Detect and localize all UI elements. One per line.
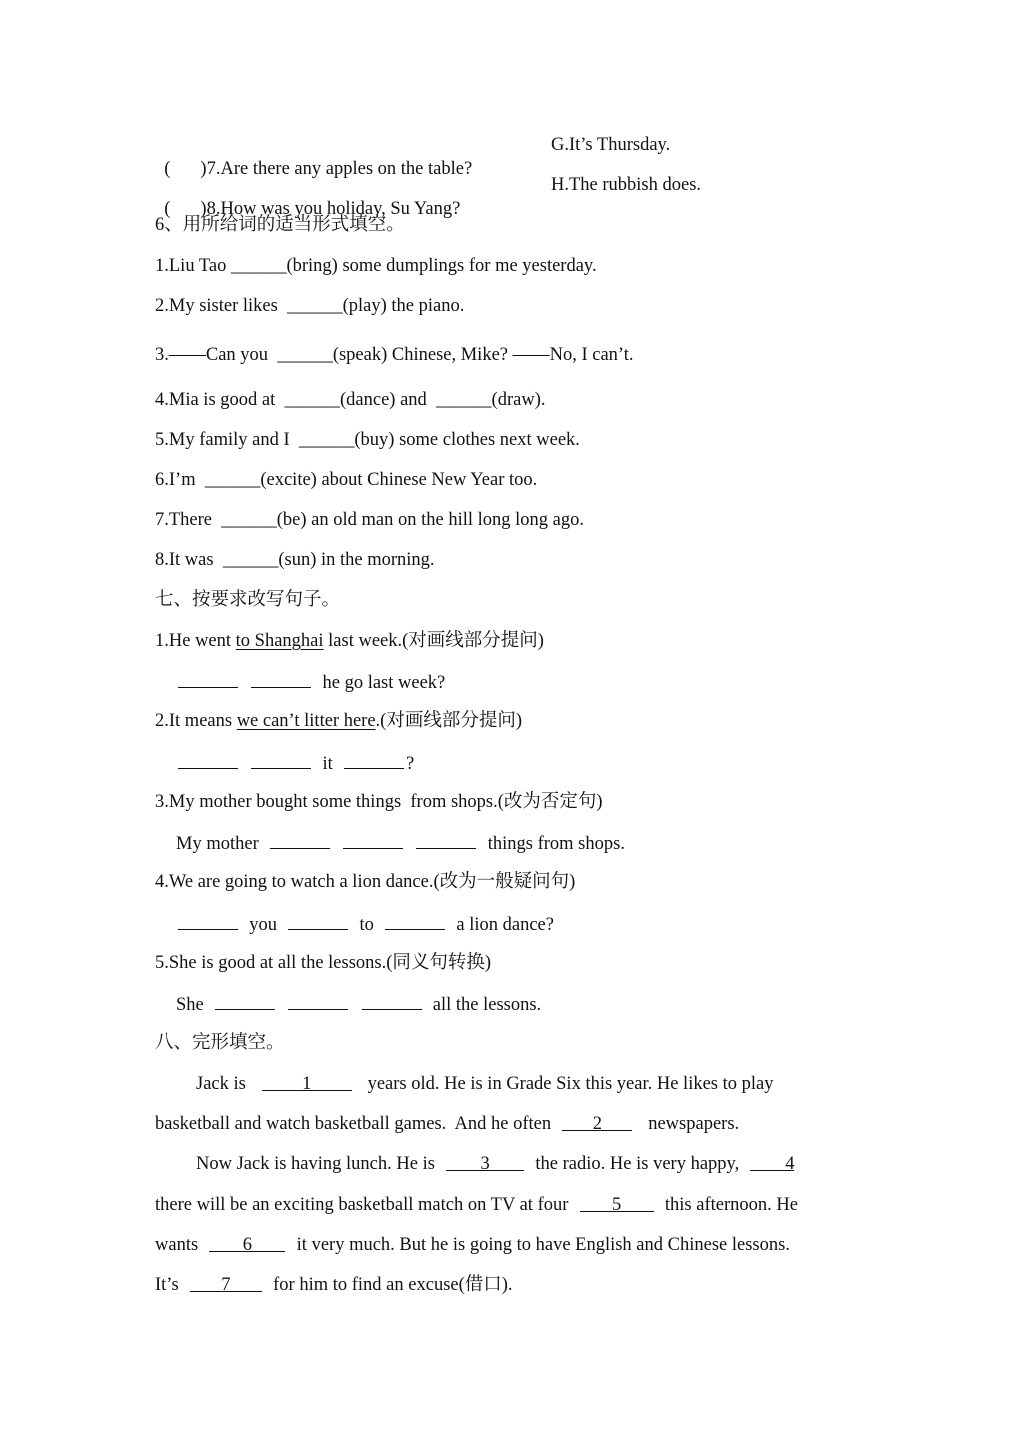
answer-blank[interactable]: ______ <box>287 296 343 316</box>
section6-title: 6、用所给词的适当形式填空。 <box>155 215 405 235</box>
answer-blank[interactable] <box>270 830 330 849</box>
answer-blank[interactable] <box>178 669 238 688</box>
s7-q2 <box>155 709 522 733</box>
question-text: .(对画线部分提问) <box>375 711 522 731</box>
answer-blank[interactable]: ______ <box>284 390 340 410</box>
passage-text: years old. He is in Grade Six this year. He likes to play <box>367 1074 774 1094</box>
s6-item-2 <box>155 294 464 318</box>
answer-text: a lion dance? <box>456 915 554 935</box>
s7-q4: 4.We are going to watch a lion dance.(改为一般疑问句) <box>155 872 576 892</box>
underlined-phrase: to Shanghai <box>235 631 324 651</box>
question-text: 1.He went <box>155 631 236 651</box>
item-text: (excite) about Chinese New Year too. <box>260 470 538 490</box>
item-text: 5.My family and I <box>155 430 290 450</box>
passage-text: for him to find an excuse(借口). <box>273 1275 513 1295</box>
answer-blank[interactable] <box>362 991 422 1010</box>
answer-blank[interactable] <box>178 911 238 930</box>
question-text: 8.How was you holiday, Su Yang? <box>206 199 461 219</box>
item-text: (dance) and <box>340 390 427 410</box>
answer-text: things from shops. <box>487 834 625 854</box>
paren-close: ) <box>200 199 207 219</box>
cloze-blank-3[interactable]: 3 <box>446 1152 524 1171</box>
s7-q5: 5.She is good at all the lessons.(同义句转换) <box>155 953 492 973</box>
question-text: last week.(对画线部分提问) <box>323 631 544 651</box>
item-text: (draw). <box>491 390 546 410</box>
answer-blank[interactable] <box>178 750 238 769</box>
answer-blank[interactable] <box>343 830 403 849</box>
answer-text: all the lessons. <box>432 995 542 1015</box>
section8-title: 八、完形填空。 <box>155 1033 285 1053</box>
item-text: 3.——Can you <box>155 345 269 365</box>
cloze-blank-5[interactable]: 5 <box>580 1193 654 1212</box>
answer-blank[interactable] <box>344 750 404 769</box>
item-text: 2.My sister likes <box>155 296 278 316</box>
answer-blank[interactable]: ______ <box>221 510 277 530</box>
answer-blank[interactable] <box>416 830 476 849</box>
s6-item-7 <box>155 508 584 532</box>
answer-blank[interactable]: ______ <box>230 256 287 276</box>
s6-item-5 <box>155 428 580 452</box>
answer-text: ? <box>406 754 415 774</box>
passage-text: Jack is <box>196 1074 246 1094</box>
s6-item-6 <box>155 468 537 492</box>
answer-blank[interactable] <box>288 911 348 930</box>
answer-text: it <box>322 754 333 774</box>
passage-text: the radio. He is very happy, <box>535 1154 740 1174</box>
item-text: (be) an old man on the hill long long ago. <box>276 510 585 530</box>
answer-blank[interactable]: ______ <box>222 550 279 570</box>
cloze-line-5 <box>155 1233 790 1257</box>
item-text: 7.There <box>155 510 213 530</box>
item-text: 4.Mia is good at <box>155 390 276 410</box>
s7-a2 <box>176 750 414 776</box>
answer-option-g: G.It’s Thursday. <box>551 135 671 155</box>
cloze-line-2 <box>155 1112 739 1136</box>
cloze-line-3 <box>196 1152 796 1176</box>
s6-item-3 <box>155 343 634 367</box>
s6-item-8 <box>155 548 435 572</box>
cloze-line-6 <box>155 1273 513 1297</box>
answer-blank[interactable] <box>385 911 445 930</box>
answer-text: he go last week? <box>322 673 446 693</box>
cloze-blank-4[interactable]: 4 <box>750 1152 794 1171</box>
s7-a1 <box>176 669 445 695</box>
item-text: (play) the piano. <box>342 296 465 316</box>
item-text: (buy) some clothes next week. <box>354 430 580 450</box>
s7-a4 <box>176 911 554 937</box>
passage-text: newspapers. <box>648 1114 740 1134</box>
answer-text: to <box>359 915 374 935</box>
item-text: 6.I’m <box>155 470 196 490</box>
s6-item-4 <box>155 388 545 412</box>
item-text: (bring) some dumplings for me yesterday. <box>286 256 597 276</box>
answer-blank[interactable] <box>251 669 311 688</box>
answer-blank[interactable]: ______ <box>204 470 261 490</box>
cloze-blank-7[interactable]: 7 <box>190 1273 262 1292</box>
paren-open: ( <box>164 159 171 179</box>
s6-item-1 <box>155 254 597 278</box>
s7-q1 <box>155 629 544 653</box>
item-text: 8.It was <box>155 550 214 570</box>
item-text: (sun) in the morning. <box>278 550 435 570</box>
answer-blank[interactable] <box>288 991 348 1010</box>
question-text: 2.It means <box>155 711 237 731</box>
cloze-blank-6[interactable]: 6 <box>209 1233 285 1252</box>
s7-q3: 3.My mother bought some things from shops.(改为否定句) <box>155 792 603 812</box>
passage-text: it very much. But he is going to have English and Chinese lessons. <box>296 1235 790 1255</box>
passage-text: basketball and watch basketball games. And he often <box>155 1114 552 1134</box>
answer-blank[interactable] <box>251 750 311 769</box>
s7-a5 <box>176 991 541 1017</box>
question-text: 7.Are there any apples on the table? <box>206 159 473 179</box>
item-text: 1.Liu Tao <box>155 256 227 276</box>
passage-text: wants <box>155 1235 199 1255</box>
paren-open: ( <box>164 199 171 219</box>
underlined-phrase: we can’t litter here <box>236 711 376 731</box>
passage-text: there will be an exciting basketball match on TV at four <box>155 1195 569 1215</box>
item-text: (speak) Chinese, Mike? ——No, I can’t. <box>332 345 634 365</box>
passage-text: this afternoon. He <box>664 1195 798 1215</box>
passage-text: It’s <box>155 1275 179 1295</box>
answer-blank[interactable]: ______ <box>436 390 492 410</box>
paren-close: ) <box>200 159 207 179</box>
answer-blank[interactable]: ______ <box>298 430 355 450</box>
answer-blank[interactable] <box>215 991 275 1010</box>
answer-blank[interactable]: ______ <box>277 345 333 365</box>
answer-text: you <box>249 915 277 935</box>
answer-text: She <box>176 995 204 1015</box>
cloze-blank-1[interactable]: 1 <box>262 1072 352 1091</box>
section7-title: 七、按要求改写句子。 <box>155 590 341 610</box>
answer-option-h: H.The rubbish does. <box>551 175 702 195</box>
cloze-line-1 <box>196 1072 773 1096</box>
answer-text: My mother <box>176 834 259 854</box>
s7-a3 <box>176 830 625 856</box>
cloze-blank-2[interactable]: 2 <box>562 1112 632 1131</box>
cloze-line-4 <box>155 1193 798 1217</box>
passage-text: Now Jack is having lunch. He is <box>196 1154 435 1174</box>
